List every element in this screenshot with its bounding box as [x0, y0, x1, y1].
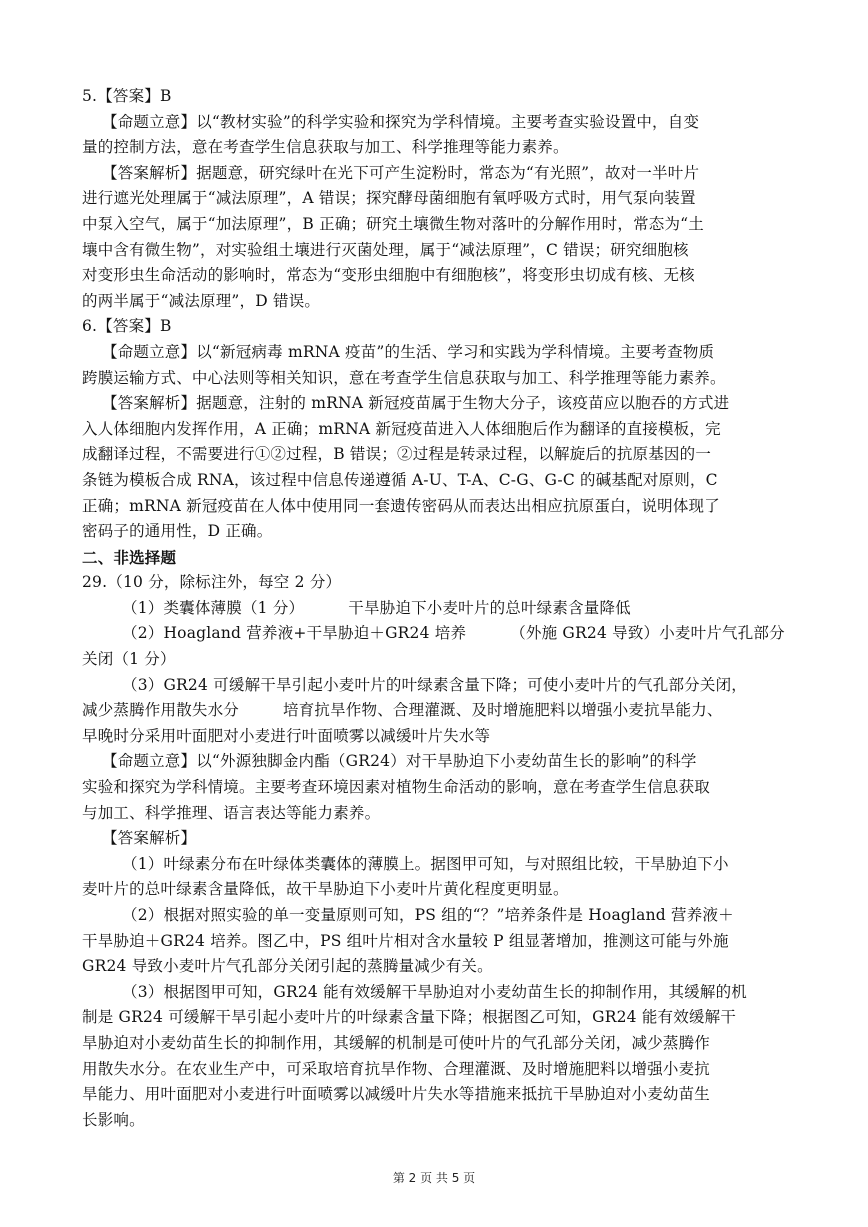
text-line	[82, 980, 788, 1006]
line-text: （2）Hoagland 营养液+干旱胁迫＋GR24 培养	[122, 624, 467, 643]
line-text: 制是 GR24 可缓解干旱引起小麦叶片的叶绿素含量下降；根据图乙可知，GR24 能有效缓解干	[82, 1008, 737, 1027]
text-line	[82, 775, 788, 801]
text-line	[82, 366, 788, 392]
text-line	[82, 877, 788, 903]
text-line	[82, 161, 788, 187]
text-line	[82, 1082, 788, 1108]
line-text: 旱胁迫对小麦幼苗生长的抑制作用，其缓解的机制是可使叶片的气孔部分关闭，减少蒸腾作	[82, 1033, 711, 1052]
text-line	[82, 698, 788, 724]
text-line	[82, 84, 788, 110]
line-text: （3）根据图甲可知，GR24 能有效缓解干旱胁迫对小麦幼苗生长的抑制作用，其缓解的机	[122, 982, 747, 1001]
line-text: 麦叶片的总叶绿素含量降低，故干旱胁迫下小麦叶片黄化程度更明显。	[82, 880, 569, 899]
line-text: 【命题立意】以“教材实验”的科学实验和探究为学科情境。主要考查实验设置中，自变	[102, 112, 700, 131]
line-text-second: （外施 GR24 导致）小麦叶片气孔部分	[510, 624, 785, 643]
text-line	[82, 826, 788, 852]
line-text: 29.（10 分，除标注外，每空 2 分）	[82, 573, 342, 592]
line-text: 入人体细胞内发挥作用，A 正确；mRNA 新冠疫苗进入人体细胞后作为翻译的直接模板，完	[82, 419, 721, 438]
line-text: （1）类囊体薄膜（1 分）	[122, 598, 305, 617]
text-line	[82, 186, 788, 212]
text-line	[82, 749, 788, 775]
line-text: （2）根据对照实验的单一变量原则可知，PS 组的“？”培养条件是 Hoagland 营养液＋	[122, 906, 734, 924]
text-line	[82, 1005, 788, 1031]
text-line	[82, 289, 788, 315]
text-line	[82, 110, 788, 136]
line-text: 用散失水分。在农业生产中，可采取培育抗旱作物、合理灌溉、及时增施肥料以增强小麦抗	[82, 1059, 711, 1078]
line-text: 跨膜运输方式、中心法则等相关知识，意在考查学生信息获取与加工、科学推理等能力素养。	[82, 368, 726, 387]
text-line	[82, 852, 788, 878]
text-line	[82, 570, 788, 596]
line-text: 【命题立意】以“外源独脚金内酯（GR24）对干旱胁迫下小麦幼苗生长的影响”的科学	[102, 752, 697, 771]
line-text: 对变形虫生命活动的影响时，常态为“变形虫细胞中有细胞核”，将变形虫切成有核、无核	[82, 266, 695, 285]
text-line	[82, 954, 788, 980]
text-line	[82, 724, 788, 750]
line-text: （1）叶绿素分布在叶绿体类囊体的薄膜上。据图甲可知，与对照组比较，干旱胁迫下小	[122, 854, 729, 873]
line-text: 条链为模板合成 RNA，该过程中信息传递遵循 A-U、T-A、C-G、G-C 的碱基配对原则，C	[82, 470, 718, 489]
line-text-second: 培育抗旱作物、合理灌溉、及时增施肥料以增强小麦抗旱能力、	[283, 701, 723, 720]
text-line	[82, 340, 788, 366]
line-text: 干旱胁迫＋GR24 培养。图乙中，PS 组叶片相对含水量较 P 组显著增加，推测这可能与外施	[82, 931, 729, 950]
text-line	[82, 417, 788, 443]
text-line	[82, 1031, 788, 1057]
line-text: 6.【答案】B	[82, 317, 172, 336]
text-line	[82, 673, 788, 699]
text-line	[82, 545, 788, 571]
text-line	[82, 621, 788, 647]
line-text: 【答案解析】据题意，研究绿叶在光下可产生淀粉时，常态为“有光照”，故对一半叶片	[102, 163, 700, 182]
text-line	[82, 801, 788, 827]
line-text: 的两半属于“减法原理”，D 错误。	[82, 291, 321, 310]
line-text-second: 干旱胁迫下小麦叶片的总叶绿素含量降低	[348, 598, 631, 617]
line-text: 旱能力、用叶面肥对小麦进行叶面喷雾以减缓叶片失水等措施来抵抗干旱胁迫对小麦幼苗生	[82, 1085, 711, 1104]
text-line	[82, 442, 788, 468]
line-text: 量的控制方法，意在考查学生信息获取与加工、科学推理等能力素养。	[82, 138, 569, 157]
line-text: 【答案解析】	[102, 829, 197, 848]
page-footer: 第 2 页 共 5 页	[392, 1171, 476, 1185]
text-line	[82, 1108, 788, 1134]
text-line	[82, 929, 788, 955]
text-line	[82, 391, 788, 417]
line-text: 关闭（1 分）	[82, 650, 176, 669]
line-text: 中泵入空气，属于“加法原理”，B 正确；研究土壤微生物对落叶的分解作用时，常态为“土	[82, 214, 704, 233]
line-text: 壤中含有微生物”，对实验组土壤进行灭菌处理，属于“减法原理”，C 错误；研究细胞核	[82, 240, 689, 259]
line-text: 正确；mRNA 新冠疫苗在人体中使用同一套遗传密码从而表达出相应抗原蛋白，说明体现了	[82, 496, 720, 515]
text-line	[82, 468, 788, 494]
line-text: 二、非选择题	[82, 547, 177, 567]
line-text: GR24 导致小麦叶片气孔部分关闭引起的蒸腾量减少有关。	[82, 957, 493, 976]
text-line	[82, 263, 788, 289]
line-text: （3）GR24 可缓解干旱引起小麦叶片的叶绿素含量下降；可使小麦叶片的气孔部分关闭，	[122, 675, 747, 694]
line-text: 进行遮光处理属于“减法原理”，A 错误；探究酵母菌细胞有氧呼吸方式时，用气泵向装置	[82, 189, 696, 208]
text-line	[82, 212, 788, 238]
text-line	[82, 238, 788, 264]
line-text: 密码子的通用性，D 正确。	[82, 522, 273, 541]
text-line	[82, 1057, 788, 1083]
line-text: 成翻译过程，不需要进行①②过程，B 错误；②过程是转录过程，以解旋后的抗原基因的一	[82, 445, 712, 464]
text-line	[82, 596, 788, 622]
text-line	[82, 647, 788, 673]
text-line	[82, 903, 788, 929]
answer-document	[82, 84, 788, 1133]
line-text: 与加工、科学推理、语言表达等能力素养。	[82, 803, 381, 822]
text-line	[82, 519, 788, 545]
line-text: 5.【答案】B	[82, 87, 172, 105]
text-line	[82, 135, 788, 161]
line-text: 减少蒸腾作用散失水分	[82, 701, 240, 720]
line-text: 早晚时分采用叶面肥对小麦进行叶面喷雾以减缓叶片失水等	[82, 726, 491, 745]
line-text: 实验和探究为学科情境。主要考查环境因素对植物生命活动的影响，意在考查学生信息获取	[82, 778, 711, 797]
text-line	[82, 494, 788, 520]
line-text: 长影响。	[82, 1110, 145, 1129]
line-text: 【命题立意】以“新冠病毒 mRNA 疫苗”的生活、学习和实践为学科情境。主要考查物质	[102, 342, 715, 361]
text-line	[82, 314, 788, 340]
line-text: 【答案解析】据题意，注射的 mRNA 新冠疫苗属于生物大分子，该疫苗应以胞吞的方式进	[102, 394, 730, 413]
